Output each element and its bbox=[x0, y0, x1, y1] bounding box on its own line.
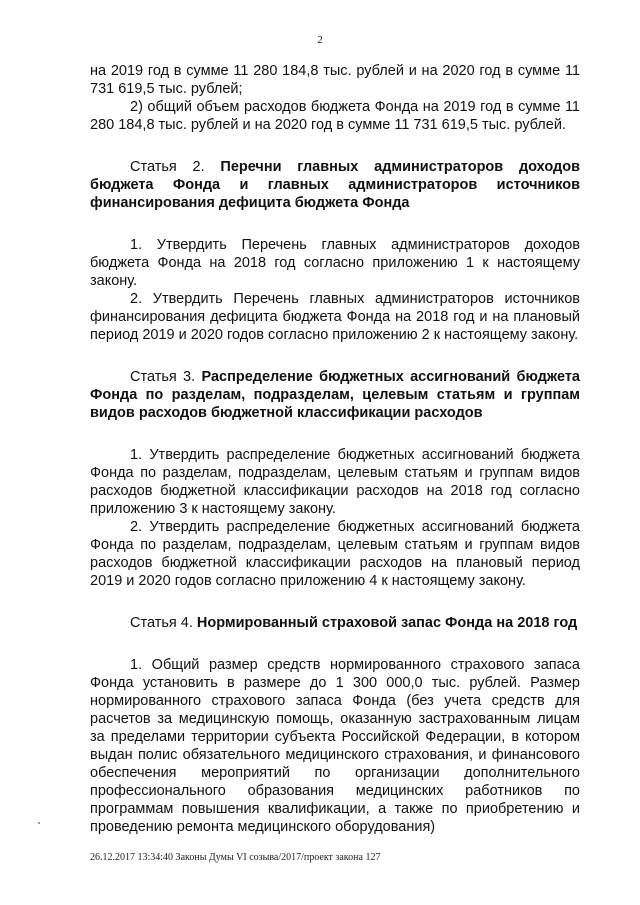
paragraph-continuation: на 2019 год в сумме 11 280 184,8 тыс. рублей и на 2020 год в сумме 11 731 619,5 тыс. рублей; bbox=[90, 63, 580, 97]
article-3-title: Распределение бюджетных ассигнований бюджета Фонда по разделам, подразделам, целевым статьям и группам видов расходов бюджетной классификации расходов bbox=[90, 369, 581, 421]
paragraph-item-2: 2) общий объем расходов бюджета Фонда на 2019 год в сумме 11 280 184,8 тыс. рублей и на 2020 год в сумме 11 731 619,5 тыс. рублей. bbox=[90, 99, 580, 133]
article-3-item-1: 1. Утвердить распределение бюджетных ассигнований бюджета Фонда по разделам, подразделам, целевым статьям и группам видов расходов бюджетной классификации расходов на 2018 год согласно приложению 3 к настоящему закону. bbox=[90, 447, 580, 517]
article-2-heading bbox=[90, 158, 580, 212]
scan-speck bbox=[38, 822, 40, 824]
article-2-item-2: 2. Утвердить Перечень главных администраторов источников финансирования дефицита бюджета Фонда на 2018 год и на плановый период 2019 и 2020 годов согласно приложению 2 к настоящему закону. bbox=[90, 291, 580, 343]
article-3-heading bbox=[90, 368, 580, 422]
article-4-label: Статья 4. bbox=[130, 615, 193, 631]
article-4-item-1: 1. Общий размер средств нормированного страхового запаса Фонда установить в размере до 1 300 000,0 тыс. рублей. Размер нормированного страхового запаса Фонда (без учета средств для расчетов за медицинскую помощь, оказанную застрахованным лицам за пределами территории субъекта Российской Федерации, в котором выдан полис обязательного медицинского страхования, и финансового обеспечения мероприятий по организации дополнительного профессионального образования медицинских работников по программам повышения квалификации, а также по приобретению и проведению ремонта медицинского оборудования) bbox=[90, 657, 580, 835]
article-3-label: Статья 3. bbox=[130, 369, 196, 385]
article-4-heading bbox=[90, 614, 580, 632]
document-body bbox=[90, 62, 580, 836]
article-2-item-1: 1. Утвердить Перечень главных администраторов доходов бюджета Фонда на 2018 год согласно приложению 1 к настоящему закону. bbox=[90, 237, 580, 289]
article-2-label: Статья 2. bbox=[130, 159, 205, 175]
article-2-title: Перечни главных администраторов доходов бюджета Фонда и главных администраторов источников финансирования дефицита бюджета Фонда bbox=[90, 159, 581, 211]
page-number: 2 bbox=[317, 34, 323, 46]
article-3-item-2: 2. Утвердить распределение бюджетных ассигнований бюджета Фонда по разделам, подразделам, целевым статьям и группам видов расходов бюджетной классификации расходов на плановый период 2019 и 2020 годов согласно приложению 4 к настоящему закону. bbox=[90, 519, 580, 589]
article-4-title: Нормированный страховой запас Фонда на 2018 год bbox=[196, 615, 578, 631]
document-footer: 26.12.2017 13:34:40 Законы Думы VI созыва/2017/проект закона 127 bbox=[90, 852, 381, 863]
